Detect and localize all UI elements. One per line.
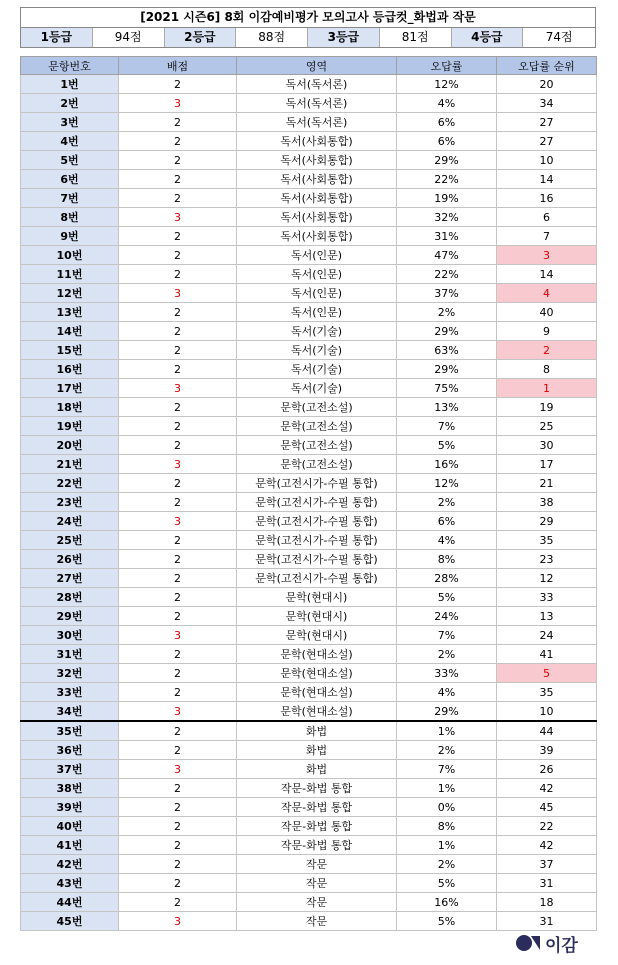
cell-question-no: 15번 xyxy=(21,341,119,360)
cell-wrong-rate: 1% xyxy=(397,836,497,855)
table-row xyxy=(21,855,597,874)
cell-question-no: 22번 xyxy=(21,474,119,493)
cell-points: 2 xyxy=(119,265,237,284)
cell-wrong-rate: 75% xyxy=(397,379,497,398)
grade-4-label: 4등급 xyxy=(452,28,524,47)
cell-points: 2 xyxy=(119,417,237,436)
table-body xyxy=(21,75,597,931)
cell-area: 독서(사회통합) xyxy=(237,189,397,208)
cell-question-no: 32번 xyxy=(21,664,119,683)
cell-wrong-rate: 5% xyxy=(397,588,497,607)
cell-wrong-rank: 16 xyxy=(497,189,597,208)
cell-wrong-rank: 33 xyxy=(497,588,597,607)
cell-area: 독서(사회통합) xyxy=(237,227,397,246)
table-row xyxy=(21,474,597,493)
table-row xyxy=(21,702,597,722)
cell-wrong-rank: 20 xyxy=(497,75,597,94)
cell-points: 2 xyxy=(119,170,237,189)
cell-question-no: 43번 xyxy=(21,874,119,893)
cell-points: 2 xyxy=(119,474,237,493)
cell-area: 독서(사회통합) xyxy=(237,151,397,170)
table-row xyxy=(21,379,597,398)
cell-points: 2 xyxy=(119,874,237,893)
table-row xyxy=(21,569,597,588)
cell-area: 독서(독서론) xyxy=(237,113,397,132)
cell-question-no: 28번 xyxy=(21,588,119,607)
cell-question-no: 30번 xyxy=(21,626,119,645)
cell-question-no: 11번 xyxy=(21,265,119,284)
cell-points: 2 xyxy=(119,227,237,246)
cell-wrong-rate: 4% xyxy=(397,683,497,702)
cell-wrong-rate: 16% xyxy=(397,893,497,912)
cell-points: 2 xyxy=(119,550,237,569)
cell-question-no: 6번 xyxy=(21,170,119,189)
cell-question-no: 36번 xyxy=(21,741,119,760)
cell-question-no: 18번 xyxy=(21,398,119,417)
cell-area: 작문 xyxy=(237,893,397,912)
cell-points: 2 xyxy=(119,836,237,855)
cell-points: 2 xyxy=(119,322,237,341)
table-row xyxy=(21,664,597,683)
table-row xyxy=(21,75,597,94)
cell-wrong-rate: 24% xyxy=(397,607,497,626)
cell-points: 2 xyxy=(119,398,237,417)
cell-question-no: 1번 xyxy=(21,75,119,94)
cell-area: 문학(고전시가-수필 통합) xyxy=(237,512,397,531)
cell-wrong-rate: 1% xyxy=(397,721,497,741)
cell-area: 독서(기술) xyxy=(237,322,397,341)
answer-stats-table xyxy=(20,56,597,931)
cell-wrong-rank: 40 xyxy=(497,303,597,322)
cell-wrong-rank: 3 xyxy=(497,246,597,265)
logo-text: 이감 xyxy=(545,935,578,956)
cell-wrong-rank: 31 xyxy=(497,912,597,931)
cell-points: 2 xyxy=(119,189,237,208)
cell-wrong-rank: 38 xyxy=(497,493,597,512)
cell-wrong-rate: 2% xyxy=(397,303,497,322)
cell-points: 2 xyxy=(119,113,237,132)
table-row xyxy=(21,113,597,132)
cell-wrong-rate: 19% xyxy=(397,189,497,208)
cell-wrong-rank: 39 xyxy=(497,741,597,760)
cell-wrong-rate: 29% xyxy=(397,151,497,170)
grade-2-score: 88점 xyxy=(236,28,308,47)
cell-area: 문학(고전소설) xyxy=(237,417,397,436)
cell-question-no: 10번 xyxy=(21,246,119,265)
cell-wrong-rank: 23 xyxy=(497,550,597,569)
cell-question-no: 13번 xyxy=(21,303,119,322)
cell-points: 2 xyxy=(119,341,237,360)
cell-question-no: 7번 xyxy=(21,189,119,208)
header-area: 영역 xyxy=(237,57,397,75)
table-header-row xyxy=(21,57,597,75)
cell-points: 2 xyxy=(119,132,237,151)
cell-question-no: 24번 xyxy=(21,512,119,531)
cell-question-no: 27번 xyxy=(21,569,119,588)
cell-wrong-rate: 31% xyxy=(397,227,497,246)
cell-area: 독서(기술) xyxy=(237,341,397,360)
table-row xyxy=(21,836,597,855)
cell-question-no: 39번 xyxy=(21,798,119,817)
cell-wrong-rank: 27 xyxy=(497,113,597,132)
grade-2-label: 2등급 xyxy=(165,28,237,47)
cell-wrong-rank: 7 xyxy=(497,227,597,246)
cell-wrong-rank: 13 xyxy=(497,607,597,626)
cell-points: 3 xyxy=(119,284,237,303)
cell-points: 3 xyxy=(119,626,237,645)
cell-wrong-rate: 12% xyxy=(397,474,497,493)
cell-wrong-rate: 6% xyxy=(397,113,497,132)
cell-question-no: 29번 xyxy=(21,607,119,626)
cell-wrong-rank: 10 xyxy=(497,702,597,722)
cell-wrong-rate: 29% xyxy=(397,702,497,722)
cell-points: 3 xyxy=(119,379,237,398)
table-row xyxy=(21,779,597,798)
table-row xyxy=(21,398,597,417)
cell-wrong-rate: 22% xyxy=(397,265,497,284)
cell-question-no: 19번 xyxy=(21,417,119,436)
cell-question-no: 31번 xyxy=(21,645,119,664)
cell-points: 2 xyxy=(119,493,237,512)
cell-wrong-rate: 13% xyxy=(397,398,497,417)
table-row xyxy=(21,322,597,341)
cell-points: 2 xyxy=(119,75,237,94)
cell-wrong-rank: 42 xyxy=(497,779,597,798)
table-row xyxy=(21,626,597,645)
grade-1-label: 1등급 xyxy=(21,28,93,47)
cell-area: 문학(현대소설) xyxy=(237,664,397,683)
cell-wrong-rate: 0% xyxy=(397,798,497,817)
table-row xyxy=(21,683,597,702)
cell-points: 2 xyxy=(119,531,237,550)
table-row xyxy=(21,265,597,284)
cell-wrong-rate: 6% xyxy=(397,512,497,531)
cell-question-no: 20번 xyxy=(21,436,119,455)
cell-wrong-rate: 2% xyxy=(397,645,497,664)
cell-area: 작문 xyxy=(237,874,397,893)
cell-area: 독서(독서론) xyxy=(237,94,397,113)
cell-wrong-rate: 2% xyxy=(397,741,497,760)
cell-area: 작문-화법 통합 xyxy=(237,798,397,817)
cell-wrong-rank: 26 xyxy=(497,760,597,779)
cell-wrong-rate: 12% xyxy=(397,75,497,94)
cell-points: 2 xyxy=(119,683,237,702)
cell-points: 2 xyxy=(119,151,237,170)
cell-question-no: 12번 xyxy=(21,284,119,303)
cell-points: 3 xyxy=(119,94,237,113)
cell-wrong-rank: 1 xyxy=(497,379,597,398)
cell-question-no: 33번 xyxy=(21,683,119,702)
grade-3-score: 81점 xyxy=(380,28,452,47)
cell-question-no: 8번 xyxy=(21,208,119,227)
cell-wrong-rank: 8 xyxy=(497,360,597,379)
cell-area: 문학(고전시가-수필 통합) xyxy=(237,531,397,550)
cell-wrong-rank: 34 xyxy=(497,94,597,113)
cell-question-no: 3번 xyxy=(21,113,119,132)
cell-points: 2 xyxy=(119,303,237,322)
igam-logo-icon xyxy=(515,933,541,953)
table-row xyxy=(21,417,597,436)
cell-wrong-rank: 2 xyxy=(497,341,597,360)
cell-area: 독서(인문) xyxy=(237,284,397,303)
cell-wrong-rate: 5% xyxy=(397,436,497,455)
table-row xyxy=(21,151,597,170)
cell-wrong-rate: 4% xyxy=(397,531,497,550)
table-row xyxy=(21,341,597,360)
cell-area: 문학(고전소설) xyxy=(237,436,397,455)
table-row xyxy=(21,189,597,208)
cell-points: 2 xyxy=(119,588,237,607)
cell-wrong-rank: 29 xyxy=(497,512,597,531)
table-row xyxy=(21,512,597,531)
cell-wrong-rate: 63% xyxy=(397,341,497,360)
table-row xyxy=(21,531,597,550)
cell-wrong-rate: 6% xyxy=(397,132,497,151)
cell-points: 3 xyxy=(119,208,237,227)
cell-question-no: 23번 xyxy=(21,493,119,512)
cell-question-no: 2번 xyxy=(21,94,119,113)
table-row xyxy=(21,360,597,379)
cell-question-no: 38번 xyxy=(21,779,119,798)
cell-area: 독서(독서론) xyxy=(237,75,397,94)
cell-wrong-rank: 6 xyxy=(497,208,597,227)
cell-wrong-rate: 5% xyxy=(397,874,497,893)
cell-wrong-rank: 14 xyxy=(497,170,597,189)
cell-area: 작문 xyxy=(237,855,397,874)
table-row xyxy=(21,170,597,189)
cell-area: 독서(사회통합) xyxy=(237,170,397,189)
table-row xyxy=(21,132,597,151)
cell-points: 2 xyxy=(119,893,237,912)
table-row xyxy=(21,798,597,817)
igam-logo xyxy=(515,932,578,954)
cell-points: 2 xyxy=(119,246,237,265)
grade-cut-bar xyxy=(20,27,596,48)
cell-question-no: 26번 xyxy=(21,550,119,569)
cell-area: 독서(사회통합) xyxy=(237,132,397,151)
cell-area: 문학(고전소설) xyxy=(237,455,397,474)
cell-area: 작문-화법 통합 xyxy=(237,779,397,798)
cell-points: 2 xyxy=(119,779,237,798)
cell-wrong-rank: 31 xyxy=(497,874,597,893)
cell-wrong-rate: 16% xyxy=(397,455,497,474)
cell-question-no: 40번 xyxy=(21,817,119,836)
cell-area: 작문-화법 통합 xyxy=(237,836,397,855)
cell-wrong-rate: 8% xyxy=(397,550,497,569)
table-row xyxy=(21,607,597,626)
cell-question-no: 14번 xyxy=(21,322,119,341)
cell-wrong-rank: 25 xyxy=(497,417,597,436)
cell-wrong-rank: 18 xyxy=(497,893,597,912)
cell-wrong-rank: 37 xyxy=(497,855,597,874)
cell-area: 화법 xyxy=(237,741,397,760)
cell-question-no: 35번 xyxy=(21,721,119,741)
table-row xyxy=(21,741,597,760)
cell-area: 화법 xyxy=(237,721,397,741)
cell-wrong-rate: 2% xyxy=(397,855,497,874)
cell-area: 문학(고전시가-수필 통합) xyxy=(237,474,397,493)
cell-area: 문학(현대소설) xyxy=(237,702,397,722)
cell-wrong-rate: 33% xyxy=(397,664,497,683)
cell-question-no: 37번 xyxy=(21,760,119,779)
cell-area: 문학(고전시가-수필 통합) xyxy=(237,493,397,512)
table-row xyxy=(21,721,597,741)
table-row xyxy=(21,874,597,893)
cell-question-no: 21번 xyxy=(21,455,119,474)
cell-wrong-rank: 35 xyxy=(497,683,597,702)
cell-points: 3 xyxy=(119,760,237,779)
table-row xyxy=(21,208,597,227)
cell-question-no: 4번 xyxy=(21,132,119,151)
cell-points: 2 xyxy=(119,855,237,874)
cell-wrong-rank: 9 xyxy=(497,322,597,341)
cell-wrong-rate: 32% xyxy=(397,208,497,227)
table-row xyxy=(21,893,597,912)
cell-wrong-rate: 5% xyxy=(397,912,497,931)
table-row xyxy=(21,246,597,265)
cell-question-no: 25번 xyxy=(21,531,119,550)
cell-question-no: 5번 xyxy=(21,151,119,170)
cell-wrong-rank: 41 xyxy=(497,645,597,664)
cell-wrong-rate: 8% xyxy=(397,817,497,836)
header-question-no: 문항번호 xyxy=(21,57,119,75)
cell-wrong-rank: 17 xyxy=(497,455,597,474)
cell-points: 2 xyxy=(119,741,237,760)
cell-wrong-rank: 12 xyxy=(497,569,597,588)
cell-area: 독서(기술) xyxy=(237,379,397,398)
table-row xyxy=(21,912,597,931)
table-row xyxy=(21,455,597,474)
cell-wrong-rank: 42 xyxy=(497,836,597,855)
cell-wrong-rank: 5 xyxy=(497,664,597,683)
cell-points: 2 xyxy=(119,798,237,817)
cell-points: 2 xyxy=(119,436,237,455)
table-row xyxy=(21,550,597,569)
table-row xyxy=(21,645,597,664)
cell-wrong-rank: 44 xyxy=(497,721,597,741)
cell-wrong-rank: 22 xyxy=(497,817,597,836)
cell-points: 3 xyxy=(119,455,237,474)
cell-wrong-rank: 21 xyxy=(497,474,597,493)
cell-points: 2 xyxy=(119,721,237,741)
cell-area: 문학(현대시) xyxy=(237,588,397,607)
cell-question-no: 45번 xyxy=(21,912,119,931)
cell-wrong-rate: 4% xyxy=(397,94,497,113)
cell-points: 2 xyxy=(119,817,237,836)
cell-area: 문학(고전시가-수필 통합) xyxy=(237,550,397,569)
cell-points: 3 xyxy=(119,912,237,931)
cell-area: 독서(사회통합) xyxy=(237,208,397,227)
cell-question-no: 9번 xyxy=(21,227,119,246)
cell-area: 독서(인문) xyxy=(237,246,397,265)
cell-wrong-rank: 35 xyxy=(497,531,597,550)
cell-wrong-rate: 7% xyxy=(397,760,497,779)
cell-points: 2 xyxy=(119,360,237,379)
cell-points: 2 xyxy=(119,569,237,588)
cell-area: 작문-화법 통합 xyxy=(237,817,397,836)
page xyxy=(20,7,596,931)
cell-wrong-rate: 2% xyxy=(397,493,497,512)
cell-area: 문학(현대시) xyxy=(237,626,397,645)
grade-3-label: 3등급 xyxy=(308,28,380,47)
header-wrong-rank: 오답률 순위 xyxy=(497,57,597,75)
cell-question-no: 34번 xyxy=(21,702,119,722)
cell-wrong-rate: 1% xyxy=(397,779,497,798)
cell-area: 문학(현대시) xyxy=(237,607,397,626)
cell-wrong-rate: 22% xyxy=(397,170,497,189)
cell-wrong-rate: 28% xyxy=(397,569,497,588)
header-points: 배점 xyxy=(119,57,237,75)
cell-question-no: 42번 xyxy=(21,855,119,874)
cell-points: 3 xyxy=(119,512,237,531)
cell-question-no: 44번 xyxy=(21,893,119,912)
table-row xyxy=(21,817,597,836)
cell-area: 독서(기술) xyxy=(237,360,397,379)
cell-points: 3 xyxy=(119,702,237,722)
grade-1-score: 94점 xyxy=(93,28,165,47)
cell-question-no: 41번 xyxy=(21,836,119,855)
table-row xyxy=(21,588,597,607)
cell-area: 문학(고전소설) xyxy=(237,398,397,417)
cell-area: 문학(고전시가-수필 통합) xyxy=(237,569,397,588)
table-row xyxy=(21,436,597,455)
cell-area: 문학(현대소설) xyxy=(237,683,397,702)
cell-points: 2 xyxy=(119,607,237,626)
table-row xyxy=(21,303,597,322)
cell-wrong-rank: 14 xyxy=(497,265,597,284)
page-title: [2021 시즌6] 8회 이감예비평가 모의고사 등급컷_화법과 작문 xyxy=(20,7,596,27)
cell-area: 문학(현대소설) xyxy=(237,645,397,664)
cell-wrong-rank: 4 xyxy=(497,284,597,303)
cell-wrong-rank: 45 xyxy=(497,798,597,817)
cell-points: 2 xyxy=(119,664,237,683)
header-wrong-rate: 오답률 xyxy=(397,57,497,75)
grade-4-score: 74점 xyxy=(523,28,595,47)
cell-wrong-rank: 24 xyxy=(497,626,597,645)
table-row xyxy=(21,493,597,512)
cell-question-no: 16번 xyxy=(21,360,119,379)
cell-wrong-rate: 47% xyxy=(397,246,497,265)
cell-wrong-rank: 30 xyxy=(497,436,597,455)
table-row xyxy=(21,227,597,246)
cell-area: 독서(인문) xyxy=(237,265,397,284)
cell-wrong-rate: 29% xyxy=(397,360,497,379)
cell-points: 2 xyxy=(119,645,237,664)
table-row xyxy=(21,94,597,113)
cell-wrong-rate: 37% xyxy=(397,284,497,303)
cell-wrong-rank: 10 xyxy=(497,151,597,170)
cell-wrong-rate: 7% xyxy=(397,417,497,436)
cell-wrong-rate: 29% xyxy=(397,322,497,341)
cell-wrong-rate: 7% xyxy=(397,626,497,645)
cell-area: 작문 xyxy=(237,912,397,931)
cell-wrong-rank: 27 xyxy=(497,132,597,151)
table-row xyxy=(21,760,597,779)
table-row xyxy=(21,284,597,303)
cell-question-no: 17번 xyxy=(21,379,119,398)
cell-wrong-rank: 19 xyxy=(497,398,597,417)
cell-area: 화법 xyxy=(237,760,397,779)
cell-area: 독서(인문) xyxy=(237,303,397,322)
